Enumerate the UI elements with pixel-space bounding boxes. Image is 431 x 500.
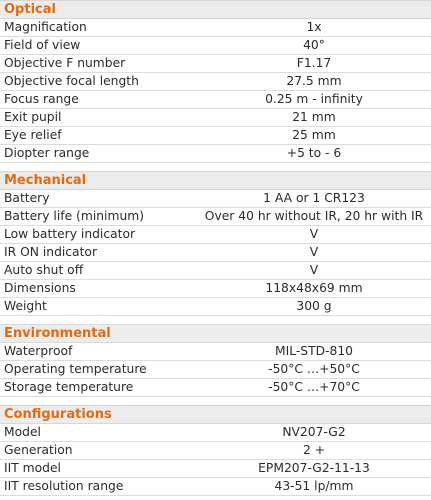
spec-value: -50°C …+70°C [268,380,360,394]
spec-label: Weight [4,299,47,313]
spec-label: Battery life (minimum) [4,209,145,223]
spec-row [0,442,431,460]
spec-value: +5 to - 6 [286,146,342,160]
spec-label: Focus range [4,92,79,106]
spec-value: 1 AA or 1 CR123 [263,191,365,205]
spec-value: MIL-STD-810 [274,344,353,358]
spec-value: 118x48x69 mm [265,281,363,295]
spec-label: Eye relief [4,128,62,142]
spec-row [0,73,431,91]
spec-row [0,226,431,244]
spec-row [0,460,431,478]
section-configurations [0,405,431,496]
spec-value: 27.5 mm [286,74,342,88]
spec-label: IIT model [4,461,61,475]
section-optical [0,0,431,163]
section-title: Optical [0,0,431,19]
spec-value: V [309,227,319,241]
spec-row [0,190,431,208]
section-title: Environmental [0,324,431,343]
section-spacer [0,316,431,324]
spec-value: Over 40 hr without IR, 20 hr with IR [204,209,424,223]
section-environmental [0,324,431,397]
section-spacer [0,163,431,171]
spec-row [0,298,431,316]
section-spacer [0,397,431,405]
spec-value: 1x [306,20,322,34]
spec-row [0,37,431,55]
spec-label: Exit pupil [4,110,62,124]
spec-row [0,379,431,397]
spec-value: -50°C …+50°C [268,362,360,376]
spec-row [0,208,431,226]
spec-label: Generation [4,443,73,457]
spec-label: Model [4,425,41,439]
spec-row [0,478,431,496]
spec-label: Battery [4,191,50,205]
spec-label: Objective focal length [4,74,139,88]
spec-label: Objective F number [4,56,126,70]
spec-row [0,19,431,37]
spec-value: V [309,263,319,277]
spec-row [0,55,431,73]
spec-label: Auto shut off [4,263,84,277]
spec-row [0,127,431,145]
spec-value: 0.25 m - infinity [265,92,363,106]
spec-value: 40° [303,38,325,52]
section-title: Configurations [0,405,431,424]
spec-label: Field of view [4,38,81,52]
spec-label: Operating temperature [4,362,147,376]
spec-row [0,262,431,280]
spec-value: 43-51 lp/mm [274,479,354,493]
spec-label: Storage temperature [4,380,134,394]
spec-row [0,91,431,109]
spec-value: 300 g [296,299,332,313]
spec-label: IIT resolution range [4,479,124,493]
spec-value: NV207-G2 [282,425,346,439]
spec-row [0,424,431,442]
section-title: Mechanical [0,171,431,190]
spec-value: EPM207-G2-11-13 [258,461,370,475]
spec-row [0,343,431,361]
spec-value: 2 + [302,443,326,457]
spec-row [0,280,431,298]
spec-value: V [309,245,319,259]
spec-value: 21 mm [292,110,336,124]
spec-row [0,244,431,262]
spec-value: 25 mm [292,128,336,142]
spec-label: IR ON indicator [4,245,97,259]
spec-row [0,145,431,163]
spec-label: Magnification [4,20,87,34]
spec-label: Low battery indicator [4,227,136,241]
spec-value: F1.17 [296,56,332,70]
spec-row [0,109,431,127]
spec-label: Dimensions [4,281,76,295]
spec-row [0,361,431,379]
spec-label: Waterproof [4,344,73,358]
section-mechanical [0,171,431,316]
spec-label: Diopter range [4,146,90,160]
